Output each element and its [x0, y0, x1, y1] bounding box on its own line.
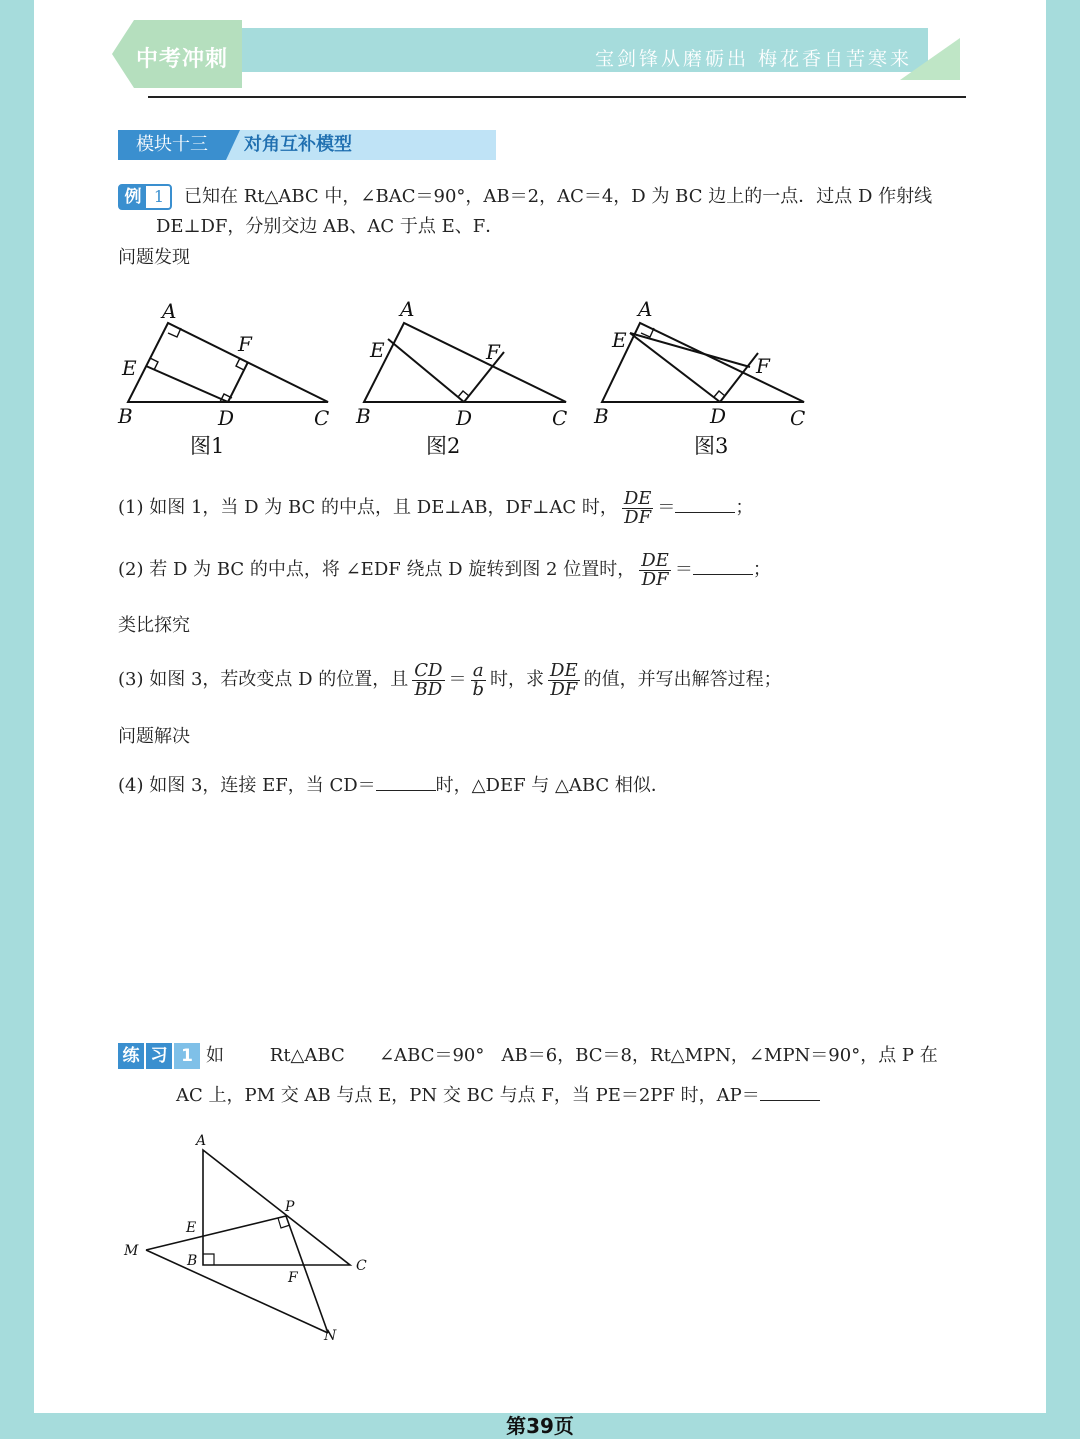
q3-frac3-den: DF	[550, 678, 578, 700]
q1-frac-den: DF	[624, 506, 652, 528]
q1-equals: ＝	[657, 497, 676, 518]
fig3-de	[630, 333, 720, 402]
q2-equals: ＝	[674, 559, 693, 580]
example-badge-num: 1	[153, 187, 165, 206]
section-discover: 问题发现	[118, 247, 190, 268]
practice-triangle-abc	[203, 1150, 350, 1265]
question-1	[118, 488, 753, 528]
q4-answer-blank[interactable]	[376, 772, 436, 791]
example-badge-char: 例	[120, 186, 146, 208]
q1-answer-blank[interactable]	[675, 494, 735, 513]
fig3-label-e: E	[612, 328, 627, 352]
example-line-1: 已知在 Rt△ABC 中，∠BAC＝90°，AB＝2，AC＝4，D 为 BC 边上的一点．过点 D 作射线	[184, 186, 933, 207]
fig3-caption: 图3	[694, 434, 729, 458]
practice-label-n: N	[324, 1328, 337, 1344]
q3-frac1-den: BD	[414, 678, 443, 700]
q3-mid: 时，求	[490, 669, 545, 690]
header-rule	[148, 96, 966, 98]
fig2-triangle	[364, 323, 566, 402]
q2-fraction	[639, 549, 671, 590]
fig3-label-c: C	[790, 406, 806, 430]
fig2-label-f: F	[486, 340, 500, 364]
fig3-label-f: F	[756, 354, 770, 378]
q4-text: (4) 如图 3，连接 EF，当 CD＝	[118, 775, 376, 796]
fig1-df	[228, 362, 248, 402]
fig3-ef	[630, 333, 750, 367]
practice-line-1: 如 Rt△ABC ∠ABC＝90° AB＝6，BC＝8，Rt△MPN，∠MPN＝90°，点 P 在	[206, 1045, 938, 1066]
q3-frac2-num: a	[471, 662, 487, 681]
fig1-caption: 图1	[190, 434, 225, 458]
question-4	[118, 772, 669, 799]
header-motto: 宝剑锋从磨砺出 梅花香自苦寒来	[594, 48, 912, 70]
fig2-label-d: D	[456, 406, 473, 430]
module-title: 对角互补模型	[226, 130, 496, 160]
fig2-de	[388, 339, 464, 402]
fig2-label-a: A	[400, 297, 415, 321]
practice-label-b: B	[187, 1253, 198, 1269]
section-solve: 问题解决	[118, 726, 190, 747]
practice-label-m: M	[124, 1243, 139, 1259]
practice-badge	[118, 1043, 202, 1069]
q1-fraction	[622, 487, 654, 528]
section-analogy: 类比探究	[118, 615, 190, 636]
q2-frac-num: DE	[641, 549, 669, 571]
practice-label-e: E	[186, 1220, 197, 1236]
page-number: 第39页	[506, 1414, 574, 1438]
figure-2	[364, 323, 566, 402]
practice-label-f: F	[288, 1270, 298, 1286]
figure-3	[602, 323, 804, 402]
figure-1	[128, 323, 328, 402]
header-title: 中考冲刺	[136, 47, 229, 72]
q2-tail: ；	[752, 559, 771, 580]
q2-answer-blank[interactable]	[693, 556, 753, 575]
q3-frac3-num: DE	[550, 659, 578, 681]
q2-text: (2) 若 D 为 BC 的中点，将 ∠EDF 绕点 D 旋转到图 2 位置时，	[118, 559, 636, 580]
fig2-caption: 图2	[426, 434, 461, 458]
practice-line-2	[176, 1082, 820, 1109]
fig1-label-f: F	[238, 332, 252, 356]
q4-tail: 时，△DEF 与 △ABC 相似．	[435, 775, 669, 796]
q1-frac-num: DE	[623, 487, 652, 509]
q1-text: (1) 如图 1，当 D 为 BC 的中点，且 DE⊥AB，DF⊥AC 时，	[118, 497, 618, 518]
q3-tail: 的值，并写出解答过程；	[583, 669, 782, 690]
q3-fraction-a-b	[471, 659, 487, 700]
q3-equals: ＝	[448, 669, 467, 690]
fig1-label-d: D	[218, 406, 235, 430]
practice-badge-1: 练	[118, 1043, 144, 1069]
q3-frac2-den: b	[472, 678, 485, 700]
q3-text: (3) 如图 3，若改变点 D 的位置，且	[118, 669, 409, 690]
practice-pm	[146, 1216, 286, 1250]
fig2-label-c: C	[552, 406, 568, 430]
figures-svg	[110, 295, 830, 465]
practice-figure	[118, 1128, 388, 1348]
practice-label-a: A	[196, 1133, 207, 1149]
practice-line-2-text: AC 上，PM 交 AB 与点 E，PN 交 BC 与点 F，当 PE＝2PF 时，AP＝	[176, 1085, 760, 1106]
practice-label-p: P	[285, 1199, 295, 1215]
fig3-label-a: A	[638, 297, 653, 321]
practice-badge-3: 1	[174, 1043, 200, 1069]
practice-label-c: C	[356, 1258, 367, 1274]
fig1-label-b: B	[118, 404, 133, 428]
fig1-label-c: C	[314, 406, 330, 430]
q3-fraction-cd-bd	[412, 659, 444, 700]
fig2-right-d	[458, 391, 469, 397]
q1-tail: ；	[735, 497, 754, 518]
q3-frac1-num: CD	[414, 659, 443, 681]
q3-fraction-de-df	[548, 659, 580, 700]
practice-mn	[146, 1250, 328, 1333]
question-2	[118, 550, 771, 590]
fig1-label-e: E	[122, 356, 137, 380]
fig2-label-b: B	[356, 404, 371, 428]
fig1-de	[146, 366, 228, 402]
question-3	[118, 660, 782, 700]
practice-answer-blank[interactable]	[760, 1082, 820, 1101]
fig3-label-b: B	[594, 404, 609, 428]
example-line-2: DE⊥DF，分别交边 AB、AC 于点 E、F．	[156, 216, 504, 237]
module-number: 模块十三	[118, 130, 226, 160]
fig1-label-a: A	[162, 299, 177, 323]
fig2-label-e: E	[370, 338, 385, 362]
practice-right-b	[203, 1254, 214, 1265]
example-badge	[118, 184, 172, 210]
q2-frac-den: DF	[641, 568, 669, 590]
fig3-label-d: D	[710, 404, 727, 428]
practice-badge-2: 习	[146, 1043, 172, 1069]
